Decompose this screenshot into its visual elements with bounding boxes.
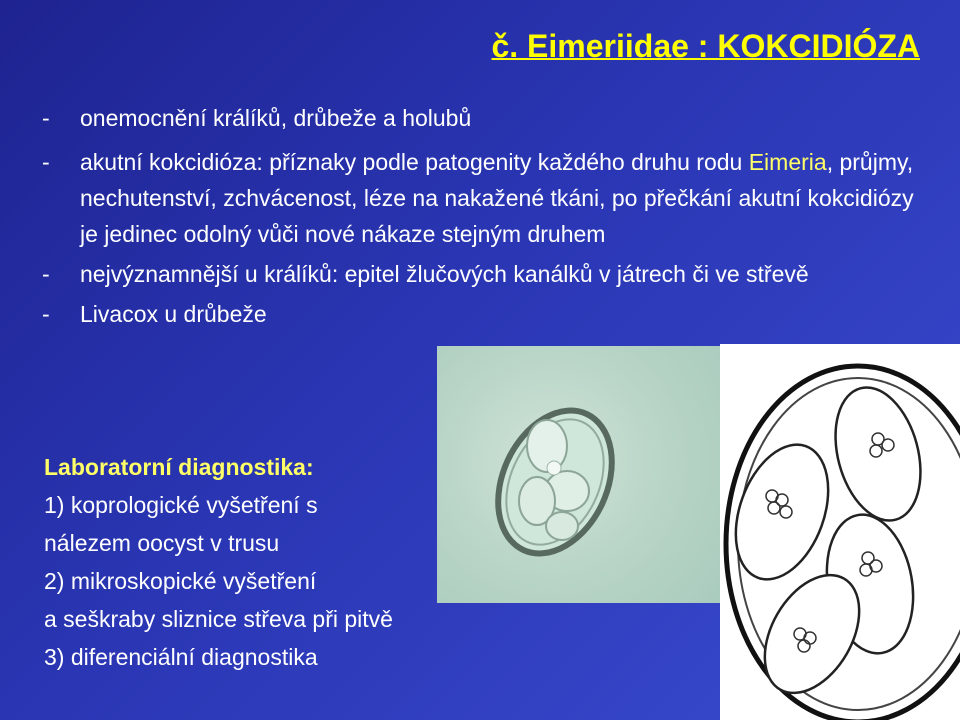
- bullet-item: - akutní kokcidióza: příznaky podle patogenity každého druhu rodu Eimeria, průjmy, nechutenství, zchvácenost, léze na nakažené tkáni, po přečkání akutní kokcidiózy je jedinec odolný vůči nové nákaze stejným druhem: [42, 149, 914, 247]
- lab-diagnostics: [44, 448, 393, 676]
- slide-title: č. Eimeriidae : KOKCIDIÓZA: [491, 28, 920, 64]
- oocyst-drawing: [720, 344, 960, 720]
- lab-line: nálezem oocyst v trusu: [44, 530, 280, 556]
- lab-line: a seškraby sliznice střeva při pitvě: [44, 606, 393, 632]
- genus-name: Eimeria: [748, 149, 827, 175]
- bullet-item: - Livacox u drůbeže: [42, 301, 267, 327]
- lab-line: 3) diferenciální diagnostika: [44, 644, 318, 670]
- lab-line: 2) mikroskopické vyšetření: [44, 568, 317, 594]
- lab-title: Laboratorní diagnostika:: [44, 454, 314, 480]
- oocyst-photo: [437, 346, 720, 603]
- bullet-list: [42, 100, 932, 332]
- bullet-item: - onemocnění králíků, drůbeže a holubů: [42, 105, 472, 131]
- bullet-item: - nejvýznamnější u králíků: epitel žlučových kanálků v játrech či ve střevě: [42, 261, 809, 287]
- lab-line: 1) koprologické vyšetření s: [44, 492, 318, 518]
